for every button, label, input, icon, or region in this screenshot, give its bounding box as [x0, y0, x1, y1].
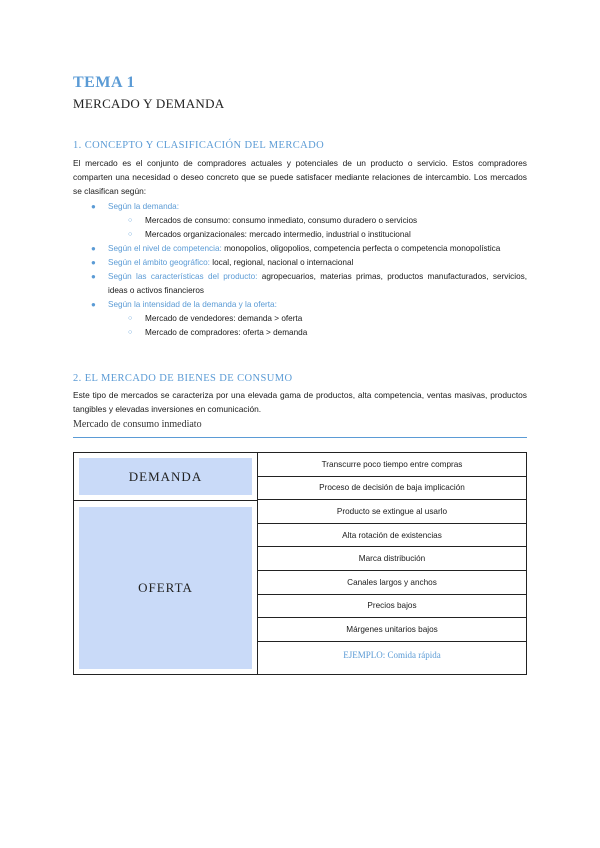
list-item-text: agropecuarios, materias primas, productos manufacturados, servicios, ideas o activos financieros: [108, 272, 527, 295]
table-left-column: [74, 453, 258, 674]
sub-list-item-text: Mercado de compradores: oferta > demanda: [145, 328, 308, 337]
table-row: Proceso de decisión de baja implicación: [258, 477, 526, 501]
circle-bullet-icon: ○: [128, 231, 133, 238]
list-item-label: Según la intensidad de la demanda y la oferta:: [108, 300, 277, 309]
list-item-label: Según la demanda:: [108, 202, 180, 211]
list-item-text: monopolios, oligopolios, competencia perfecta o competencia monopolística: [221, 244, 501, 253]
bullet-icon: ●: [91, 244, 96, 253]
tema-subtitle: MERCADO Y DEMANDA: [73, 96, 225, 111]
table-row: Alta rotación de existencias: [258, 524, 526, 548]
table-row: Producto se extingue al usarlo: [258, 500, 526, 524]
bullet-icon: ●: [91, 300, 96, 309]
table-row: Precios bajos: [258, 595, 526, 619]
sub-list-item: [73, 326, 527, 340]
left-column-divider: [74, 500, 257, 501]
list-item-text: local, regional, nacional o internacional: [209, 258, 354, 267]
caption-divider: [73, 437, 527, 438]
list-item: [73, 298, 527, 312]
circle-bullet-icon: ○: [128, 315, 133, 322]
classification-list: [73, 200, 527, 340]
list-item: [73, 242, 527, 256]
sub-list-item: [73, 228, 527, 242]
circle-bullet-icon: ○: [128, 329, 133, 336]
table-row: Márgenes unitarios bajos: [258, 618, 526, 642]
bullet-icon: ●: [91, 202, 96, 211]
list-item-label: Según las características del producto:: [108, 272, 258, 281]
sub-list-item: [73, 312, 527, 326]
list-item: [73, 256, 527, 270]
table-row: Transcurre poco tiempo entre compras: [258, 453, 526, 477]
table-row: Canales largos y anchos: [258, 571, 526, 595]
tema-title: TEMA 1: [73, 74, 136, 91]
section2-heading: 2. EL MERCADO DE BIENES DE CONSUMO: [73, 373, 293, 384]
sub-list-item: [73, 214, 527, 228]
section1-intro: El mercado es el conjunto de compradores actuales y potenciales de un producto o servicio. Estos compradores comparten una necesidad o deseo concreto que se puede satisfacer mediante relaciones de intercambio. Los mercados se clasifican según:: [73, 158, 527, 196]
consumo-inmediato-table: [73, 452, 527, 675]
circle-bullet-icon: ○: [128, 217, 133, 224]
list-item: [73, 270, 527, 298]
table-row: Marca distribución: [258, 547, 526, 571]
section2-intro: Este tipo de mercados se caracteriza por una elevada gama de productos, alta competencia, ventas masivas, productos tangibles y elevadas inversiones en comunicación.: [73, 390, 527, 414]
sub-list-item-text: Mercado de vendedores: demanda > oferta: [145, 314, 303, 323]
bullet-icon: ●: [91, 258, 96, 267]
list-item-label: Según el ámbito geográfico:: [108, 258, 210, 267]
section1-heading: 1. CONCEPTO Y CLASIFICACIÓN DEL MERCADO: [73, 140, 325, 151]
table-right-column: [258, 453, 526, 669]
list-item: [73, 200, 527, 214]
table-caption: Mercado de consumo inmediato: [73, 419, 202, 430]
list-item-label: Según el nivel de competencia:: [108, 244, 222, 253]
demanda-cell: DEMANDA: [79, 458, 252, 495]
bullet-icon: ●: [91, 272, 96, 281]
sub-list-item-text: Mercados organizacionales: mercado intermedio, industrial o institucional: [145, 230, 411, 239]
sub-list-item-text: Mercados de consumo: consumo inmediato, consumo duradero o servicios: [145, 216, 418, 225]
example-row: EJEMPLO: Comida rápida: [343, 650, 441, 661]
oferta-cell: OFERTA: [79, 507, 252, 669]
